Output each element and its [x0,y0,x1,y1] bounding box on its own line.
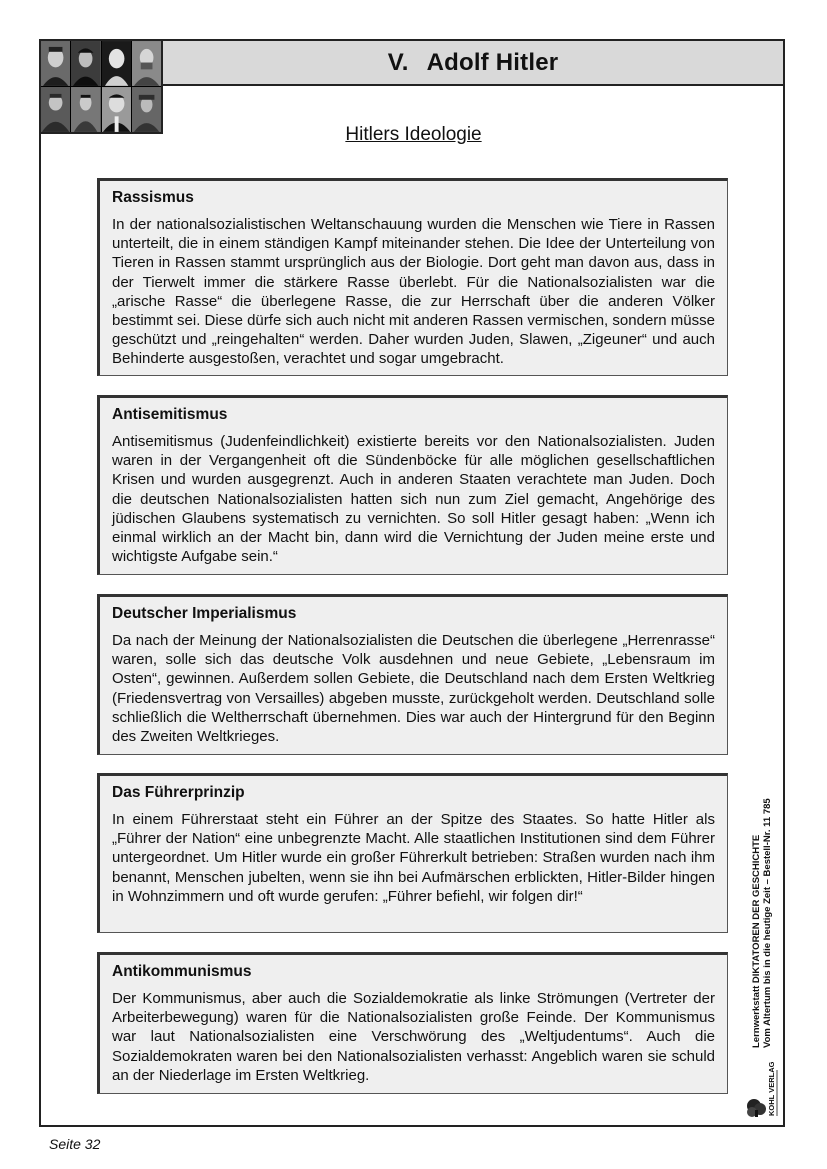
portrait-image [132,41,161,86]
section-heading: Antisemitismus [112,406,228,423]
page-number: Seite 32 [49,1136,101,1152]
portrait-image [41,41,70,86]
section-text: Antisemitismus (Judenfeindlichkeit) existierte bereits vor den Nationalsozialisten. Juden waren in der Vergangenheit oft die Sündenböcke für alle möglichen gesellschaftlichen Krisen und wurden ausgegrenzt. Auch in anderen Staaten verachtete man Juden. Doch die deutschen Nationalsozialisten hatten sich nun zum Ziel gemacht, Angehörige des jüdischen Glaubens systematisch zu vernichten. So soll Hitler gesagt haben: „Wenn ich einmal wirklich an der Macht bin, dann wird die Vernichtung der Juden meine erste und wichtigste Aufgabe sein.“ [112,433,715,566]
chapter-number: V. [387,48,409,76]
publisher-name: KOHL VERLAG [767,1061,776,1116]
publisher-logo [744,1048,782,1118]
section-heading: Deutscher Imperialismus [112,605,297,622]
section-box-antisemitismus [97,395,728,575]
portrait-image [71,41,100,86]
publication-info [751,748,773,1048]
chapter-title [388,49,559,77]
section-heading: Rassismus [112,189,194,206]
page-subtitle: Hitlers Ideologie [345,124,482,145]
portrait-collage [39,39,163,134]
section-heading: Das Führerprinzip [112,784,245,801]
tree-icon [747,1099,766,1117]
section-text: In der nationalsozialistischen Weltanschauung wurden die Menschen wie Tiere in Rassen unterteilt, die in einem ständigen Kampf miteinander stehen. Die Idee der Unterteilung von Tieren in Rassen stammt ursprünglich aus der Biologie. Dort geht man davon aus, dass in der Tierwelt immer die stärkere Rasse überlebt. Für die Nationalsozialisten war die „arische Rasse“ die überlegene Rasse, die zur Herrschaft über die anderen Völker bestimmt sei. Diese dürfe sich auch nicht mit anderen Rassen vermischen, sondern müsse geschützt und „reingehalten“ werden. Daher wurden Juden, Slawen, „Zigeuner“ und auch Behinderte ausgestoßen, verachtet und sogar umgebracht. [112,216,715,368]
section-text: Der Kommunismus, aber auch die Sozialdemokratie als linke Strömungen (Vertreter der Arbeiterbewegung) waren für die Nationalsozialisten große Feinde. Der Kommunismus war laut Nationalsozialisten eine Verschwörung des „Weltjudentums“. Auch die Sozialdemokraten waren bei den Nationalsozialisten verhasst: Angeblich waren sie schuld an der Niederlage im Ersten Weltkrieg. [112,990,715,1084]
publication-order: Vom Altertum bis in die heutige Zeit – Bestell-Nr. 11 785 [762,798,773,1048]
section-box-antikommunismus [97,952,728,1094]
section-box-rassismus [97,178,728,376]
chapter-name: Adolf Hitler [426,48,559,76]
section-box-fuehrerprinzip [97,773,728,933]
section-heading: Antikommunismus [112,963,252,980]
section-box-imperialismus [97,594,728,755]
section-text: In einem Führerstaat steht ein Führer an der Spitze des Staates. So hatte Hitler als „Führer der Nation“ eine unbegrenzte Macht. Alle staatlichen Institutionen sind dem Führer untergeordnet. Um Hitler wurde ein großer Führerkult betrieben: Straßen wurden nach ihm benannt, Menschen jubelten, wenn sie ihn bei Aufmärschen erblickten, Hitler-Bilder hingen in Wohnzimmern und oft wurde gerufen: „Führer befiehl, wir folgen dir!“ [112,811,715,905]
section-text: Da nach der Meinung der Nationalsozialisten die Deutschen die überlegene „Herrenrasse“ waren, solle sich das deutsche Volk ausdehnen und neue Gebiete, „Lebensraum im Osten“, gewinnen. Außerdem sollen Gebiete, die Deutschland nach dem Ersten Weltkrieg (Friedensvertrag von Versailles) abgeben musste, zurückgeholt werden. Deutschland solle schließlich die Weltherrschaft übernehmen. Dies war auch der Hintergrund für den Beginn des Zweiten Weltkrieges. [112,632,715,746]
chapter-title-bar [161,39,785,86]
publication-series: Lernwerkstatt DIKTATOREN DER GESCHICHTE [751,834,762,1048]
portrait-image [102,41,131,86]
